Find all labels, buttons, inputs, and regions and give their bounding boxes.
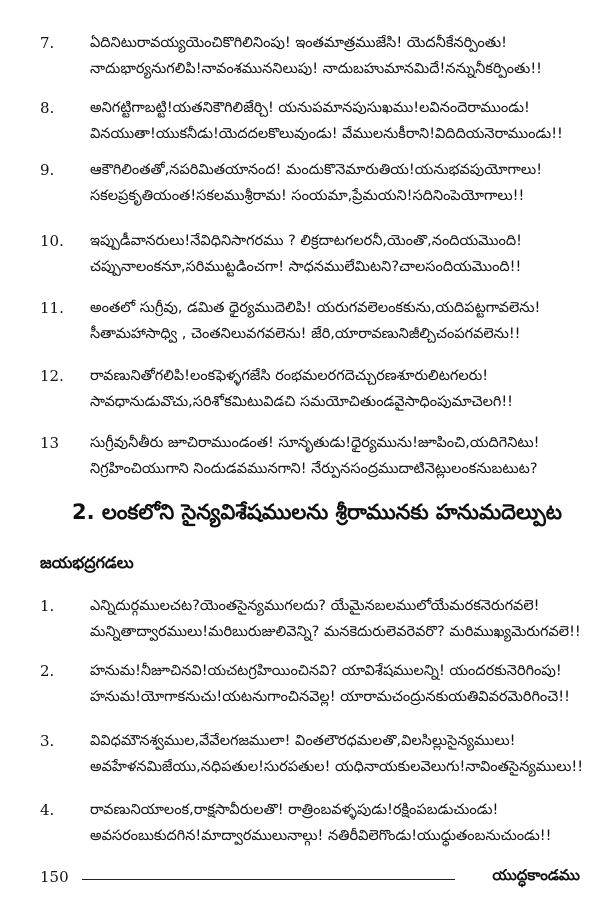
verse-number: 13 (40, 434, 60, 452)
verse-number: 12. (40, 367, 64, 385)
verse-line: చప్పునాలంకనూ,సరిముట్టడించగా! సాధనములేమిటని?చాలసందియమొంది!! (90, 259, 522, 275)
verse-line: ఎన్నిదుర్గములచట?యెంతసైన్యముగలదు? యేమైనబలములోయేమరకనెరుగవలె! (90, 598, 540, 614)
verse-line: వివిధమౌనశ్వముల,వేవేలగజములా! వింతలౌరధమలతొ,విలసిల్లుసైన్యములు! (90, 733, 516, 749)
footer-divider (82, 879, 455, 880)
verse-line: ఇప్పుడీవానరులు!నేవిధినిసాగరము ? లిక్రదాటగలరనీ,యెంతొ,నందియమొంది! (90, 233, 522, 249)
verse-line: వినయుతా!యుకనీడు!యెదదలకొలువుండు! వేములనుకీరాని!విదిదియనెరాముండు!! (90, 126, 563, 142)
verse-number: 10. (40, 232, 64, 250)
verse-line: నాదుభార్యనుగలిపి!నావంశముననిలుపు! నాదుబహుమానమిదే!నన్నునీకర్పింతు!! (90, 61, 542, 77)
section-title: 2. లంకలోని సైన్యవిశేషములను శ్రీరామునకు హనుమదెల్పుట (72, 500, 562, 524)
verse-line: ఆకౌగిలింతతో,నపరిమితయానంద! మందుకొనెమారుతియ!యనుభవపుయోగాలు! (90, 162, 543, 178)
verse-number: 3. (40, 732, 55, 750)
verse-number: 1. (40, 597, 55, 615)
verse-line: సకలప్రకృతియంత!సకలముశ్రీరామ! సంయమా,ప్రేమయని!సదినింపెయోగాలు!! (90, 188, 525, 204)
page-number: 150 (40, 868, 69, 886)
verse-line: నిగ్రహించియుగాని నిందుడవమునగాని! నేర్పునసంద్రముదాటినెట్లులంకనుబటుట? (90, 461, 538, 477)
verse-number: 4. (40, 801, 55, 819)
verse-line: సుగ్రీవునీతీరు జూచిరాముండంత! సూనృతుడు!ధైర్యమును!జూపించి,యదిగెనిటు! (90, 435, 540, 451)
running-title: యుద్ధకాండము (492, 866, 580, 884)
verse-line: రావణునితోగలిపి!లంకఫెళ్ళగజేసి రంభమలరగదెచ్చురణశూరులిటగలరు! (90, 368, 489, 384)
verse-number: 8. (40, 99, 55, 117)
verse-line: అవహేళనమిజేయు,నధిపతుల!సురపతుల! యధినాయకులవెలుగు!నావింతసైన్యములు!! (90, 759, 584, 775)
verse-line: హనుమ!యోగాకనుచు!యటనుగాంచినవెల్ల! యారామచంద్రునకుయతివివరమెరిగించె!! (90, 689, 570, 705)
verse-line: హనుమ!నీజూచినవి!యచటగ్రహియించినవి? యావిశేషములన్ని! యందరకునెరిగింపు! (90, 663, 562, 679)
verse-line: సావధానుడువొచు,సరిశోకమిటువిడచి సమయోచితుండవైసాధింపుమాచెలగి!! (90, 394, 513, 410)
verse-line: అంతలో సుగ్రీవు, డమిత ధైర్యముదెలిపి! యరుగవలెలంకకును,యదిపట్టగావలెను! (90, 300, 541, 316)
verse-number: 11. (40, 299, 64, 317)
verse-number: 7. (40, 34, 55, 52)
verse-line: అవసరంబుకుదగిన!మాద్వారములునాల్గు! నతిరీవిలెగొండు!యుధ్ధుతంబనుచుండు!! (90, 828, 552, 844)
verse-line: రావణునియాలంక,రాక్షసావీరులతొ! రాత్రింబవళ్ళపుడు!రక్షింపబడుచుండు! (90, 802, 499, 818)
verse-line: ఏదినిటురావయ్యయెంచికొగిలినింపు! ఇంతమాత్రముజేసి! యెదనీకేనర్పింతు! (90, 35, 507, 51)
meter-subheading: జయభద్రగడలు (40, 553, 134, 572)
verse-number: 9. (40, 161, 55, 179)
verse-line: అనిగట్టిగాబట్టి!యతనికౌగిలిజేర్చి! యనుపమానపుసుఖము!లవినందెరాముండు! (90, 100, 530, 116)
verse-number: 2. (40, 662, 55, 680)
page-footer (40, 868, 580, 890)
verse-line: మన్నితాద్వారములు!మరిబురుజులివెన్ని? మనకెదురులెవరెవరొ? మరిముఖ్యమెరుగవలె!! (90, 624, 581, 640)
verse-line: సీతామహాసాధ్వి , చెంతనిలువగవలెను! జేరి,యారావణునిజీల్చిచంపగవలెను!! (90, 326, 521, 342)
